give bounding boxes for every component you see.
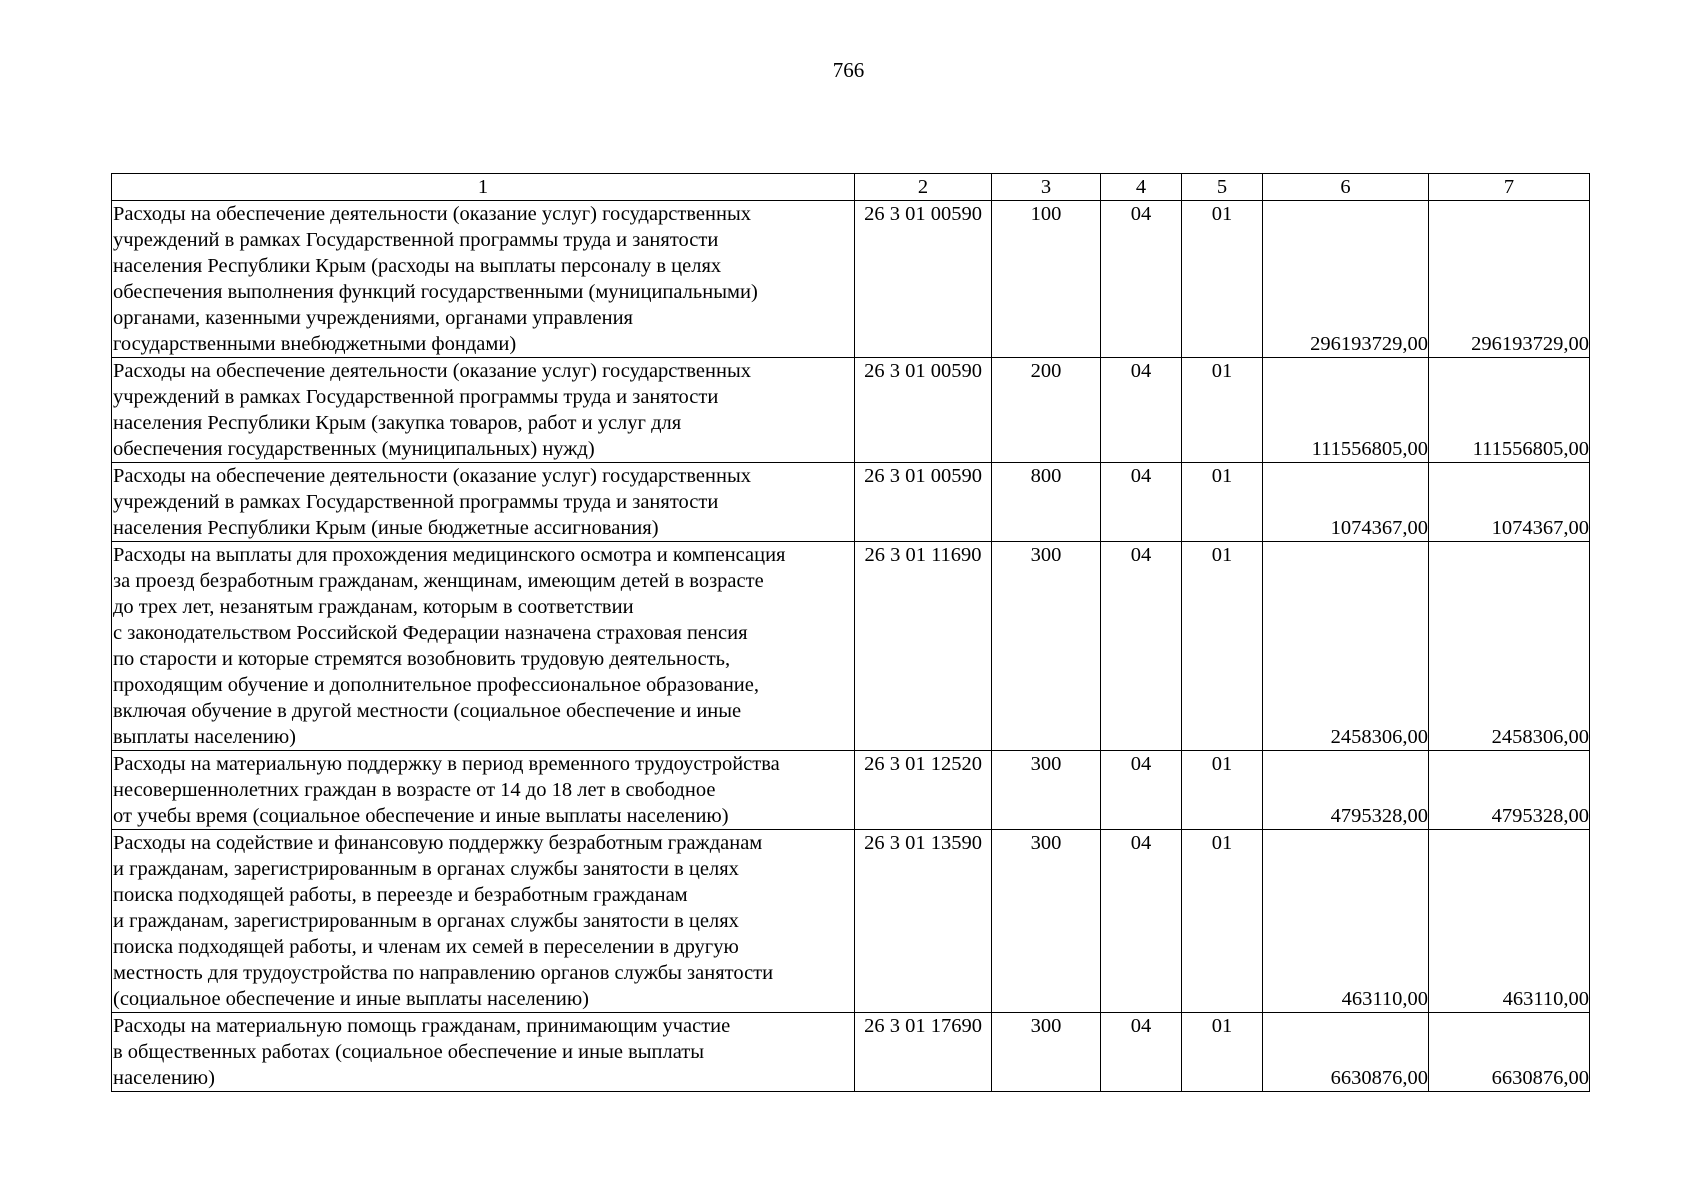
header-cell: 2 [855,174,992,201]
table-row [112,358,1590,463]
row-description: Расходы на материальную помощь гражданам, принимающим участие в общественных работах (социальное обеспечение и иные выплаты населению) [112,1013,855,1092]
header-cell: 5 [1182,174,1263,201]
row-code: 26 3 01 00590 [855,463,992,542]
row-code: 26 3 01 11690 [855,542,992,751]
row-code: 26 3 01 00590 [855,358,992,463]
row-col4: 04 [1101,201,1182,358]
header-cell: 3 [992,174,1101,201]
row-amount-col7: 6630876,00 [1429,1013,1590,1092]
table-row [112,463,1590,542]
row-description: Расходы на обеспечение деятельности (оказание услуг) государственных учреждений в рамках Государственной программы труда и занятости населения Республики Крым (расходы на выплаты персоналу в целях обеспечения выполнения функций государственными (муниципальными) органами, казенными учреждениями, органами управления государственными внебюджетными фондами) [112,201,855,358]
row-amount-col6: 2458306,00 [1263,542,1429,751]
row-amount-col7: 1074367,00 [1429,463,1590,542]
row-col5: 01 [1182,542,1263,751]
row-col4: 04 [1101,751,1182,830]
row-amount-col7: 4795328,00 [1429,751,1590,830]
table-header-row [112,174,1590,201]
row-description: Расходы на выплаты для прохождения медицинского осмотра и компенсация за проезд безработным гражданам, женщинам, имеющим детей в возрасте до трех лет, незанятым гражданам, которым в соответствии с законодательством Российской Федерации назначена страховая пенсия по старости и которые стремятся возобновить трудовую деятельность, проходящим обучение и дополнительное профессиональное образование, включая обучение в другой местности (социальное обеспечение и иные выплаты населению) [112,542,855,751]
header-cell: 7 [1429,174,1590,201]
row-amount-col6: 463110,00 [1263,830,1429,1013]
row-amount-col6: 1074367,00 [1263,463,1429,542]
row-col3: 300 [992,1013,1101,1092]
table-row [112,542,1590,751]
row-description: Расходы на содействие и финансовую поддержку безработным гражданам и гражданам, зарегистрированным в органах службы занятости в целях поиска подходящей работы, в переезде и безработным гражданам и гражданам, зарегистрированным в органах службы занятости в целях поиска подходящей работы, и членам их семей в переселении в другую местность для трудоустройства по направлению органов службы занятости (социальное обеспечение и иные выплаты населению) [112,830,855,1013]
row-col4: 04 [1101,830,1182,1013]
budget-table [111,173,1590,1092]
row-code: 26 3 01 17690 [855,1013,992,1092]
row-col4: 04 [1101,1013,1182,1092]
row-col5: 01 [1182,463,1263,542]
row-description: Расходы на обеспечение деятельности (оказание услуг) государственных учреждений в рамках Государственной программы труда и занятости населения Республики Крым (иные бюджетные ассигнования) [112,463,855,542]
row-amount-col7: 2458306,00 [1429,542,1590,751]
row-col5: 01 [1182,830,1263,1013]
row-code: 26 3 01 12520 [855,751,992,830]
row-col5: 01 [1182,751,1263,830]
table-row [112,830,1590,1013]
table-row [112,201,1590,358]
row-col5: 01 [1182,1013,1263,1092]
row-description: Расходы на обеспечение деятельности (оказание услуг) государственных учреждений в рамках Государственной программы труда и занятости населения Республики Крым (закупка товаров, работ и услуг для обеспечения государственных (муниципальных) нужд) [112,358,855,463]
row-col4: 04 [1101,542,1182,751]
row-col3: 200 [992,358,1101,463]
row-amount-col7: 296193729,00 [1429,201,1590,358]
row-code: 26 3 01 00590 [855,201,992,358]
header-cell: 6 [1263,174,1429,201]
row-col3: 300 [992,751,1101,830]
row-col3: 100 [992,201,1101,358]
row-col3: 800 [992,463,1101,542]
row-col3: 300 [992,542,1101,751]
row-amount-col6: 111556805,00 [1263,358,1429,463]
row-amount-col6: 4795328,00 [1263,751,1429,830]
header-cell: 1 [112,174,855,201]
row-col4: 04 [1101,463,1182,542]
row-col5: 01 [1182,358,1263,463]
row-description: Расходы на материальную поддержку в период временного трудоустройства несовершеннолетних граждан в возрасте от 14 до 18 лет в свободное от учебы время (социальное обеспечение и иные выплаты населению) [112,751,855,830]
row-amount-col6: 296193729,00 [1263,201,1429,358]
row-amount-col7: 463110,00 [1429,830,1590,1013]
row-col5: 01 [1182,201,1263,358]
page-number: 766 [832,58,865,82]
row-col3: 300 [992,830,1101,1013]
table-row [112,751,1590,830]
row-amount-col6: 6630876,00 [1263,1013,1429,1092]
header-cell: 4 [1101,174,1182,201]
row-amount-col7: 111556805,00 [1429,358,1590,463]
row-col4: 04 [1101,358,1182,463]
table-row [112,1013,1590,1092]
row-code: 26 3 01 13590 [855,830,992,1013]
